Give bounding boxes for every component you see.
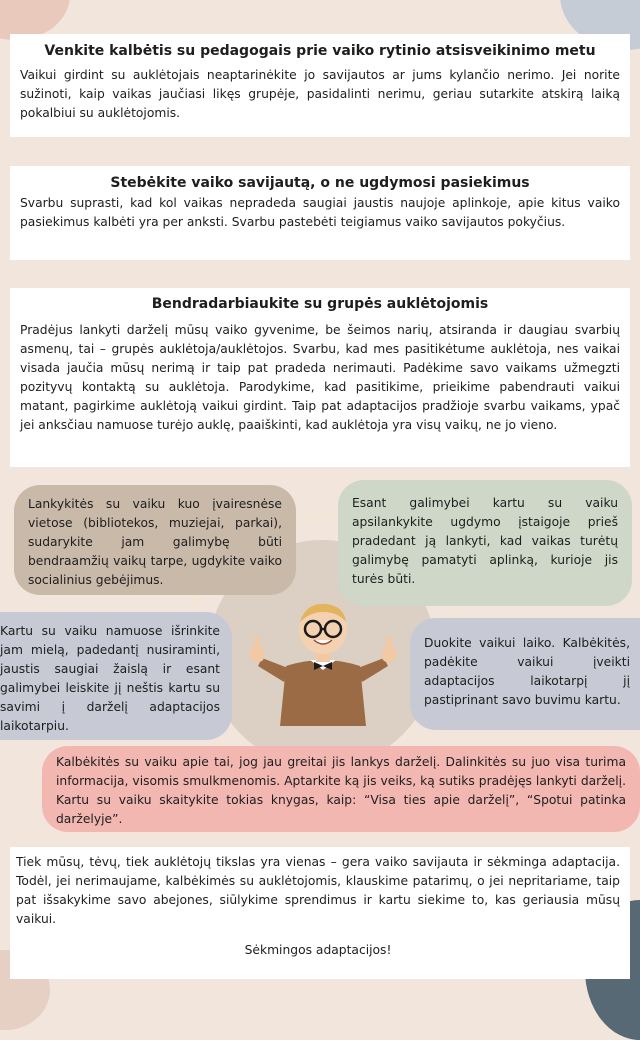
section-text: Pradėjus lankyti darželį mūsų vaiko gyvenime, be šeimos narių, atsiranda ir daugiau svarbių asmenų, tai – grupės auklėtoja/auklėtojos. Svarbu, kad mes pasitikėtume auklėtoja, nes vaikai visada jaučia mūsų nerimą ir taip pat pradeda nerimauti. Padėkime savo vaikams užmegzti pozityvų kontaktą su auklėtoja. Parodykime, kad pasitikime, prieikime pabendrauti vaikui matant, pagirkime auklėtoją vaikui girdint. Taip pat adaptacijos pradžioje svarbu vaikams, ypač jei anksčiau namuose turėjo auklę, paaiškinti, kad auklėtoja yra visų vaikų, ne jo vieno. <box>20 323 620 432</box>
conclusion-text: Tiek mūsų, tėvų, tiek auklėtojų tikslas yra vienas – gera vaiko savijauta ir sėkminga adaptacija. Todėl, jei nerimaujame, kalbėkimės su auklėtojomis, klauskime patarimų, o jei nepritariame, taip pat išsakykime savo abejones, siūlykime sprendimus ir kartu siekime to, kas geriausia mūsų vaikui. <box>16 855 620 926</box>
section-card-wellbeing <box>10 166 630 260</box>
tip-bubble-toy <box>0 612 232 740</box>
tip-bubble-time <box>410 618 640 730</box>
tip-bubble-talk <box>42 746 640 832</box>
tip-bubble-places <box>14 485 296 595</box>
section-text: Svarbu suprasti, kad kol vaikas nepradeda saugiai jaustis naujoje aplinkoje, apie kitus vaiko pasiekimus kalbėti yra per anksti. Svarbu pastebėti teigiamus vaiko savijautos pokyčius. <box>20 196 620 229</box>
tip-bubble-visit <box>338 480 632 606</box>
conclusion-card <box>10 847 630 979</box>
section-title: Bendradarbiaukite su grupės auklėtojomis <box>151 296 489 312</box>
tip-text: Duokite vaikui laiko. Kalbėkitės, padėkite vaikui įveikti adaptacijos laikotarpį jį pastiprinant savo buvimu kartu. <box>424 636 630 707</box>
section-card-cooperate <box>10 288 630 467</box>
section-text: Vaikui girdint su auklėtojais neaptarinėkite jo savijautos ar jums kylančio nerimo. Jei norite sužinoti, kaip vaikas jaučiasi likęs grupėje, pasidalinti nerimu, geriau sutarkite atskirą laiką pokalbiui su auklėtojomis. <box>20 68 620 120</box>
section-title: Stebėkite vaiko savijautą, o ne ugdymosi pasiekimus <box>110 175 530 191</box>
tip-text: Kartu su vaiku namuose išrinkite jam mielą, padedantį nusiraminti, jaustis saugiai žaislą ir esant galimybei leiskite jį neštis kartu su savimi į darželį adaptacijos laikotarpiu. <box>0 624 220 733</box>
tip-text: Kalbėkitės su vaiku apie tai, jog jau greitai jis lankys darželį. Dalinkitės su juo visa turima informacija, visomis smulkmenomis. Aptarkite ką jis veiks, ką sutiks pradėjęs lankyti darželį. Kartu su vaiku skaitykite tokias knygas, kaip: “Visa ties apie darželį”, “Spotui patinka darželyje”. <box>56 755 626 826</box>
tip-text: Esant galimybei kartu su vaiku apsilankykite ugdymo įstaigoje prieš pradedant ją lankyti, kad vaikas turėtų galimybę pamatyti aplinką, kurioje jis turės būti. <box>352 496 618 586</box>
section-card-morning-goodbye <box>10 34 630 137</box>
section-title: Venkite kalbėtis su pedagogais prie vaiko rytinio atsisveikinimo metu <box>44 43 596 59</box>
tip-text: Lankykitės su vaiku kuo įvairesnėse vietose (bibliotekos, muziejai, parkai), sudarykite jam galimybę būti bendraamžių vaikų tarpe, ugdykite vaiko socialinius gebėjimus. <box>28 497 282 587</box>
thumbs-up-boy-illustration <box>248 596 398 726</box>
closing-line: Sėkmingos adaptacijos! <box>244 943 392 957</box>
